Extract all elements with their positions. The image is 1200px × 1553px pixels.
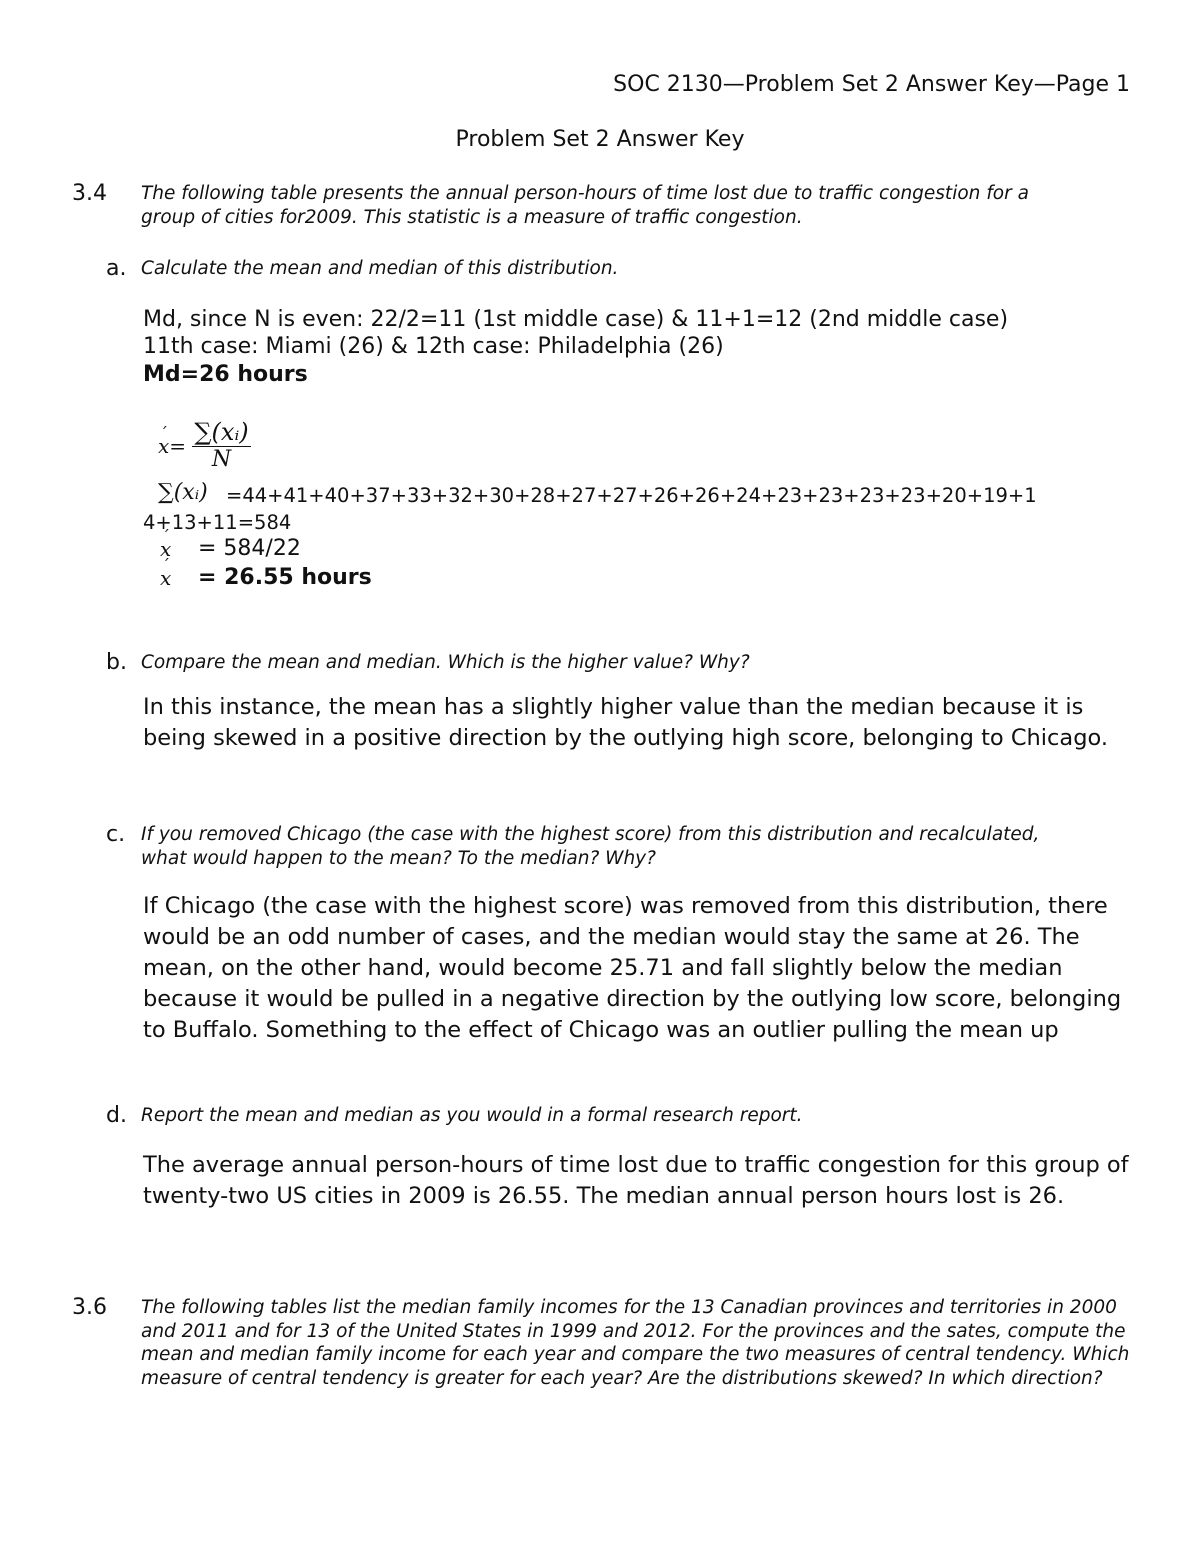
running-head: SOC 2130—Problem Set 2 Answer Key—Page 1 — [613, 72, 1130, 97]
part-c-prompt-line-2: what would happen to the mean? To the median? Why? — [141, 848, 656, 869]
mean-calculation: = 584/22 — [198, 536, 301, 561]
mean-formula-denominator: N — [211, 447, 232, 472]
mean-symbol-2: ´ x — [160, 566, 171, 590]
question-3-4-prompt — [141, 182, 1131, 230]
mean-formula-numerator: ∑(xᵢ) — [194, 418, 249, 446]
question-3-4-prompt-line-1: The following table presents the annual person-hours of time lost due to traffic congestion for a — [141, 183, 1029, 204]
part-c-prompt-line-1: If you removed Chicago (the case with the highest score) from this distribution and recalculated, — [141, 824, 1040, 845]
x-bar-symbol: ´ x= — [158, 434, 186, 458]
question-number-3-4: 3.4 — [72, 181, 107, 206]
question-number-3-6: 3.6 — [72, 1295, 107, 1320]
median-explanation-line-1: Md, since N is even: 22/2=11 (1st middle case) & 11+1=12 (2nd middle case) — [143, 307, 1009, 332]
part-a-letter: a. — [106, 256, 127, 281]
sum-symbol-expression: ∑(xᵢ) — [158, 480, 208, 505]
part-a-prompt: Calculate the mean and median of this distribution. — [141, 258, 619, 279]
mean-formula — [158, 418, 251, 473]
mean-result: = 26.55 hours — [198, 565, 372, 590]
median-explanation-line-2: 11th case: Miami (26) & 12th case: Philadelphia (26) — [143, 334, 724, 359]
part-c-letter: c. — [106, 822, 126, 847]
part-d-answer: The average annual person-hours of time lost due to traffic congestion for this group of twenty-two US cities in 2009 is 26.55. The median annual person hours lost is 26. — [143, 1152, 1129, 1209]
part-d-prompt: Report the mean and median as you would in a formal research report. — [141, 1105, 803, 1126]
part-b-letter: b. — [106, 650, 127, 675]
part-b-prompt: Compare the mean and median. Which is the higher value? Why? — [141, 652, 750, 673]
part-d-letter: d. — [106, 1103, 127, 1128]
question-3-4-prompt-line-2: group of cities for2009. This statistic is a measure of traffic congestion. — [141, 207, 803, 228]
sum-expansion-line-2: 4+13+11=584 — [143, 511, 292, 534]
part-b-answer: In this instance, the mean has a slightly higher value than the median because it is being skewed in a positive direction by the outlying high score, belonging to Chicago. — [143, 694, 1109, 751]
part-c-answer: If Chicago (the case with the highest score) was removed from this distribution, there would be an odd number of cases, and the median would stay the same at 26. The mean, on the other hand, would become 25.71 and fall slightly below the median because it would be pulled in a negative direction by the outlying low score, belonging to Buffalo. Something to the effect of Chicago was an outlier pulling the mean up — [143, 893, 1122, 1043]
part-c-prompt — [141, 823, 1131, 871]
question-3-6-prompt: The following tables list the median family incomes for the 13 Canadian provinces and territories in 2000 and 2011 and for 13 of the United States in 1999 and 2012. For the provinces and the sates, compute the mean and median family income for each year and compare the two measures of central tendency. Which measure of central tendency is greater for each year? Are the distributions skewed? In which direction? — [141, 1297, 1130, 1389]
mean-formula-fraction — [192, 418, 250, 473]
page-title: Problem Set 2 Answer Key — [455, 127, 745, 152]
median-result: Md=26 hours — [143, 362, 308, 387]
mean-symbol-1: ´ x — [160, 537, 171, 561]
sum-expansion-line-1: =44+41+40+37+33+32+30+28+27+27+26+26+24+23+23+23+23+20+19+1 — [226, 484, 1037, 507]
